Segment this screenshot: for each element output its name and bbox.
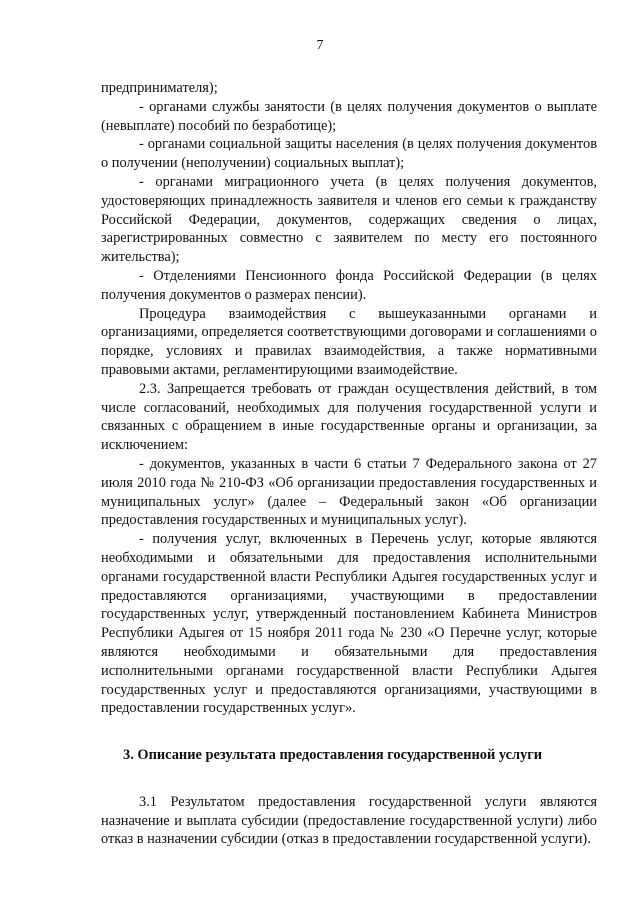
section-heading: 3. Описание результата предоставления государственной услуги xyxy=(123,747,543,764)
list-item-documents: - документов, указанных в части 6 статьи 7 Федерального закона от 27 июля 2010 года № 210-ФЗ «Об организации предоставления государственных и муниципальных услуг» (далее – Федеральный закон «Об организации предоставления государственных и муниципальных услуг). xyxy=(101,455,597,529)
paragraph-2-3: 2.3. Запрещается требовать от граждан осуществления действий, в том числе согласований, необходимых для получения государственной услуги и связанных с обращением в иные государственные органы и организации, за исключением: xyxy=(101,380,597,454)
paragraph-continuation: предпринимателя); xyxy=(101,80,218,96)
list-item-pension-fund: - Отделениями Пенсионного фонда Российской Федерации (в целях получения документов о размерах пенсии). xyxy=(101,267,597,303)
list-item-employment-service: - органами службы занятости (в целях получения документов о выплате (невыплате) пособий по безработице); xyxy=(101,98,597,134)
list-item-social-protection: - органами социальной защиты населения (в целях получения документов о получении (неполучении) социальных выплат); xyxy=(101,136,597,172)
list-item-migration: - органами миграционного учета (в целях получения документов, удостоверяющих принадлежность заявителя и членов его семьи к гражданству Российской Федерации, документов, содержащих сведения о лицах, зарегистрированных совместно с заявителем по месту его постоянного жительства); xyxy=(101,173,597,266)
document-body xyxy=(101,79,597,849)
list-item-services-list: - получения услуг, включенных в Перечень услуг, которые являются необходимыми и обязательными для предоставления исполнительными органами государственной власти Республики Адыгея государственных услуг и предоставляются организациями, участвующими в предоставлении государственных услуг, утвержденный постановлением Кабинета Министров Республики Адыгея от 15 ноября 2011 года № 230 «О Перечне услуг, которые являются необходимыми и обязательными для предоставления исполнительными органами государственной власти Республики Адыгея государственных услуг и предоставляются организациями, участвующими в предоставлении государственных услуг». xyxy=(101,531,597,717)
paragraph-interaction-procedure: Процедура взаимодействия с вышеуказанными органами и организациями, определяется соответствующими договорами и соглашениями о порядке, условиях и правилах взаимодействия, а также нормативными правовыми актами, регламентирующими взаимодействие. xyxy=(101,305,597,378)
page-number: 7 xyxy=(316,38,324,53)
paragraph-3-1: 3.1 Результатом предоставления государственной услуги являются назначение и выплата субсидии (предоставление государственной услуги) либо отказ в назначении субсидии (отказ в предоставлении государственной услуги). xyxy=(101,793,597,848)
